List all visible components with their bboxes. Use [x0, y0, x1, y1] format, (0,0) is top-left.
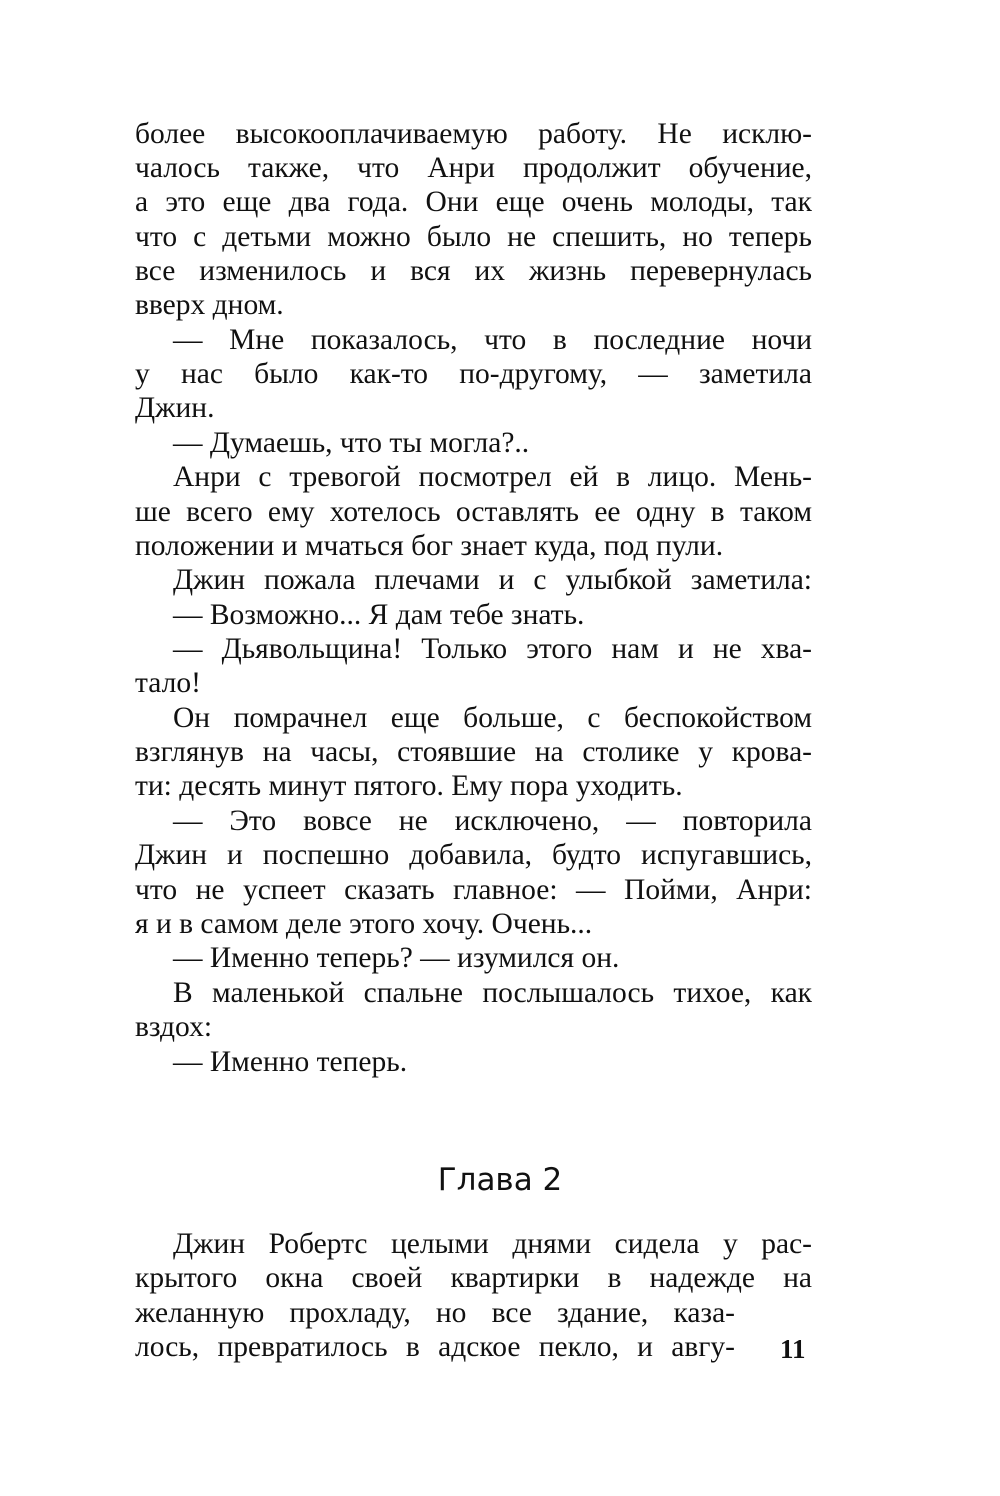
text-line: все изменилось и вся их жизнь перевернулась	[135, 255, 812, 287]
text-line: Джин и поспешно добавила, будто испугавшись,	[135, 839, 812, 871]
text-line: — Дьявольщина! Только этого нам и не хва-	[173, 633, 812, 665]
text-line: — Мне показалось, что в последние ночи	[173, 324, 812, 356]
text-line: крытого окна своей квартирки в надежде на	[135, 1262, 812, 1294]
page-number: 11	[780, 1334, 806, 1364]
text-line: что не успеет сказать главное: — Пойми, Анри:	[135, 874, 812, 906]
text-line: Джин Робертс целыми днями сидела у рас-	[173, 1228, 812, 1260]
text-line: положении и мчаться бог знает куда, под пули.	[135, 530, 724, 562]
chapter-heading: Глава 2	[437, 1162, 563, 1198]
text-line: что с детьми можно было не спешить, но теперь	[135, 221, 812, 253]
text-line: более высокооплачиваемую работу. Не исклю-	[135, 118, 812, 150]
text-line: ти: десять минут пятого. Ему пора уходить.	[135, 770, 683, 802]
text-line: я и в самом деле этого хочу. Очень...	[135, 908, 593, 940]
text-line: — Возможно... Я дам тебе знать.	[173, 599, 585, 631]
text-line: — Это вовсе не исключено, — повторила	[173, 805, 812, 837]
text-line: Он помрачнел еще больше, с беспокойством	[173, 702, 812, 734]
text-line: тало!	[135, 667, 201, 699]
text-line: — Именно теперь? — изумился он.	[173, 942, 620, 974]
text-line: вздох:	[135, 1011, 213, 1043]
text-line: желанную прохладу, но все здание, каза-	[135, 1297, 735, 1329]
text-line: чалось также, что Анри продолжит обучение,	[135, 152, 812, 184]
text-line: Анри с тревогой посмотрел ей в лицо. Мень-	[173, 461, 812, 493]
text-line: Джин пожала плечами и с улыбкой заметила:	[173, 564, 812, 596]
text-line: у нас было как-то по-другому, — заметила	[135, 358, 812, 390]
text-line: ше всего ему хотелось оставлять ее одну в таком	[135, 496, 812, 528]
text-line: — Думаешь, что ты могла?..	[173, 427, 530, 459]
text-line: взглянув на часы, стоявшие на столике у крова-	[135, 736, 812, 768]
text-line: вверх дном.	[135, 289, 284, 321]
text-line: В маленькой спальне послышалось тихое, как	[173, 977, 812, 1009]
text-line: лось, превратилось в адское пекло, и авгу-	[135, 1331, 735, 1363]
text-line: а это еще два года. Они еще очень молоды, так	[135, 186, 812, 218]
text-line: — Именно теперь.	[173, 1046, 408, 1078]
text-line: Джин.	[135, 392, 215, 424]
